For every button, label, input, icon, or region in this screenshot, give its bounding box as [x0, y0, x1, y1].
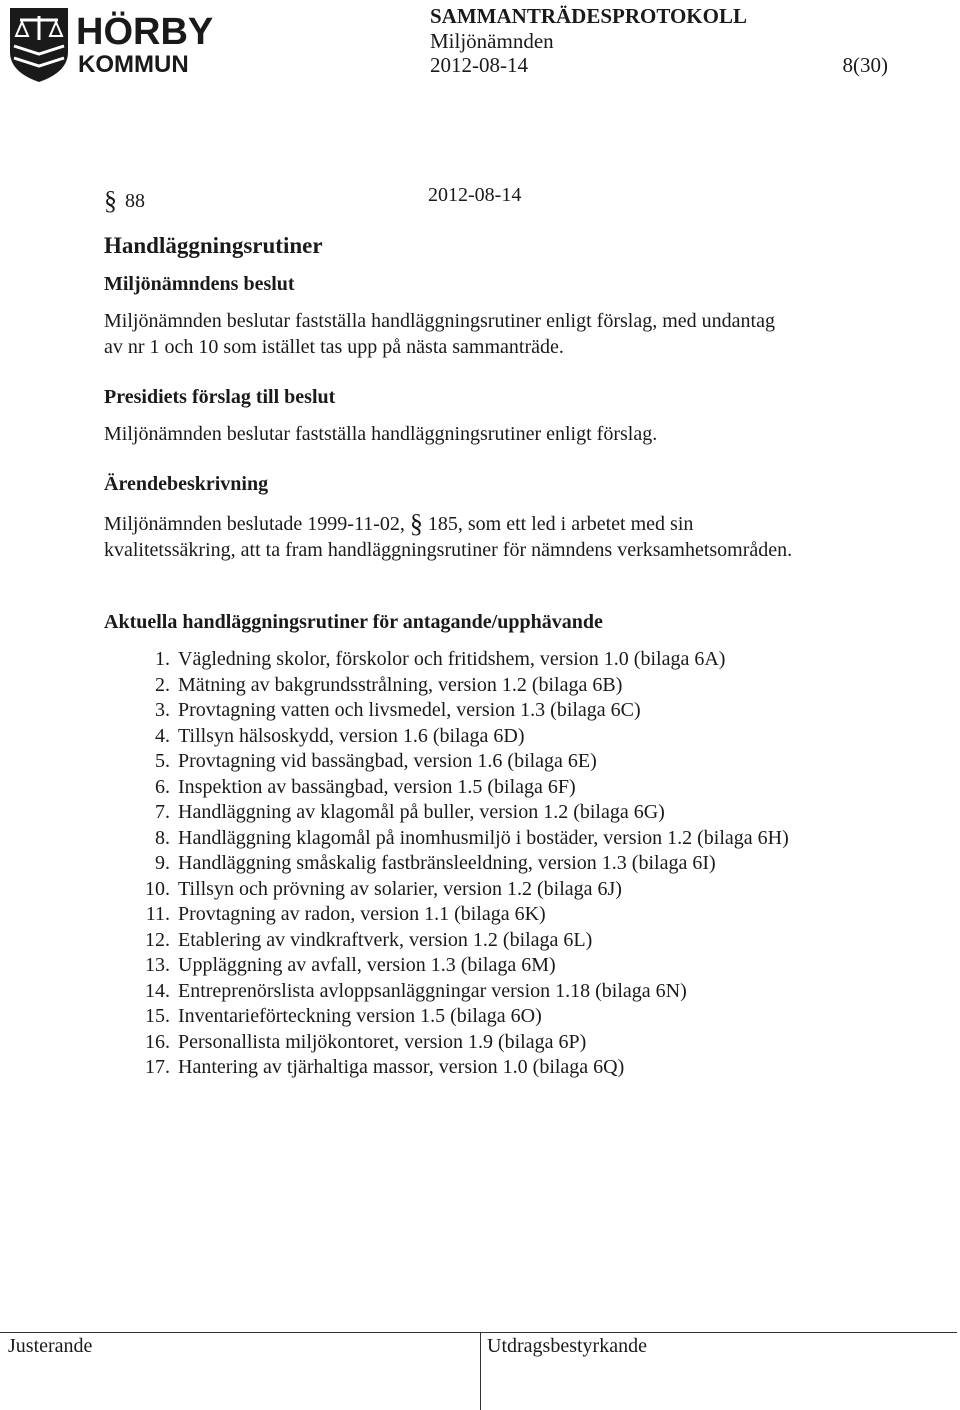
description-heading: Ärendebeskrivning	[104, 473, 269, 495]
description-text-before: Miljönämnden beslutade 1999-11-02,	[104, 513, 410, 535]
list-item-number: 3.	[155, 699, 170, 721]
list-item	[104, 1055, 824, 1081]
list-item	[104, 800, 824, 826]
list-item-number: 7.	[155, 801, 170, 823]
list-item-text: Handläggning av klagomål på buller, version 1.2 (bilaga 6G)	[178, 801, 665, 823]
list-item-text: Handläggning småskalig fastbränsleeldning, version 1.3 (bilaga 6I)	[178, 852, 716, 874]
footer-utdragsbestyrkande: Utdragsbestyrkande	[487, 1335, 647, 1357]
section-symbol-inline: §	[409, 509, 423, 538]
logo-text-horby: HÖRBY	[76, 11, 214, 53]
proposal-text: Miljönämnden beslutar fastställa handläggningsrutiner enligt förslag.	[104, 423, 658, 445]
description-text-after: 185, som ett led i arbetet med sin kvalitetssäkring, att ta fram handläggningsrutiner för nämndens verksamhetsområden.	[104, 513, 793, 561]
list-item-number: 14.	[145, 979, 170, 1002]
list-item-number: 17.	[145, 1056, 170, 1078]
list-item-text: Tillsyn hälsoskydd, version 1.6 (bilaga 6D)	[178, 724, 525, 747]
organization-name: Miljönämnden	[430, 29, 554, 53]
horby-coat-of-arms-icon	[8, 6, 214, 86]
list-item-text: Personallista miljökontoret, version 1.9 (bilaga 6P)	[178, 1030, 587, 1053]
decision-text: Miljönämnden beslutar fastställa handläggningsrutiner enligt förslag, med undantag av nr 1 och 10 som istället tas upp på nästa sammanträde.	[104, 310, 775, 358]
list-item	[104, 775, 824, 801]
paragraph-date: 2012-08-14	[428, 184, 522, 206]
list-item	[104, 724, 824, 750]
list-item	[104, 1030, 824, 1056]
paragraph-number	[104, 184, 145, 214]
list-item-number: 1.	[155, 648, 170, 670]
decision-heading: Miljönämndens beslut	[104, 273, 295, 295]
list-item-text: Provtagning vid bassängbad, version 1.6 (bilaga 6E)	[178, 750, 597, 772]
list-item-text: Mätning av bakgrundsstrålning, version 1.2 (bilaga 6B)	[178, 673, 623, 696]
list-item	[104, 902, 824, 928]
list-item-text: Etablering av vindkraftverk, version 1.2 (bilaga 6L)	[178, 928, 593, 951]
list-item-number: 11.	[145, 903, 170, 925]
list-item-number: 9.	[155, 852, 170, 874]
list-item-number: 16.	[145, 1030, 170, 1053]
list-item	[104, 851, 824, 877]
list-item	[104, 647, 824, 673]
routines-list	[104, 647, 824, 1081]
list-item-number: 10.	[145, 877, 170, 900]
list-item	[104, 928, 824, 954]
municipality-logo	[8, 6, 214, 86]
list-item-text: Vägledning skolor, förskolor och fritidshem, version 1.0 (bilaga 6A)	[178, 648, 726, 670]
proposal-heading: Presidiets förslag till beslut	[104, 386, 336, 408]
page-number: 8(30)	[842, 53, 888, 77]
description-text	[104, 509, 794, 563]
list-item	[104, 673, 824, 699]
footer-divider-right	[480, 1332, 957, 1333]
list-item	[104, 826, 824, 852]
document-type: SAMMANTRÄDESPROTOKOLL	[430, 4, 747, 28]
list-item	[104, 749, 824, 775]
list-item-number: 5.	[155, 750, 170, 772]
list-item-text: Entreprenörslista avloppsanläggningar version 1.18 (bilaga 6N)	[178, 979, 687, 1002]
routines-heading: Aktuella handläggningsrutiner för antagande/upphävande	[104, 611, 603, 633]
list-item-number: 2.	[155, 673, 170, 696]
list-item-text: Inspektion av bassängbad, version 1.5 (bilaga 6F)	[178, 775, 576, 798]
footer-divider-left	[0, 1332, 480, 1333]
list-item-text: Handläggning klagomål på inomhusmiljö i bostäder, version 1.2 (bilaga 6H)	[178, 826, 789, 849]
footer-justerande: Justerande	[8, 1335, 93, 1357]
list-item	[104, 877, 824, 903]
list-item-number: 8.	[155, 826, 170, 849]
list-item-number: 12.	[145, 928, 170, 951]
list-item	[104, 698, 824, 724]
list-item	[104, 1004, 824, 1030]
list-item-text: Provtagning vatten och livsmedel, version 1.3 (bilaga 6C)	[178, 699, 641, 721]
paragraph-number-value: 88	[125, 190, 145, 212]
list-item-text: Provtagning av radon, version 1.1 (bilaga 6K)	[178, 903, 546, 925]
list-item-number: 4.	[155, 724, 170, 747]
list-item-number: 6.	[155, 775, 170, 798]
logo-text-kommun: KOMMUN	[78, 51, 189, 78]
list-item-number: 13.	[145, 954, 170, 976]
list-item	[104, 953, 824, 979]
list-item-text: Hantering av tjärhaltiga massor, version 1.0 (bilaga 6Q)	[178, 1056, 625, 1078]
list-item-text: Uppläggning av avfall, version 1.3 (bilaga 6M)	[178, 954, 556, 976]
list-item-number: 15.	[145, 1005, 170, 1027]
list-item-text: Tillsyn och prövning av solarier, version 1.2 (bilaga 6J)	[178, 877, 622, 900]
list-item	[104, 979, 824, 1005]
meeting-date: 2012-08-14	[430, 53, 528, 77]
list-item-text: Inventarieförteckning version 1.5 (bilaga 6O)	[178, 1005, 542, 1027]
page-title: Handläggningsrutiner	[104, 233, 323, 258]
footer-vertical-divider	[480, 1332, 481, 1410]
section-symbol: §	[104, 186, 117, 215]
